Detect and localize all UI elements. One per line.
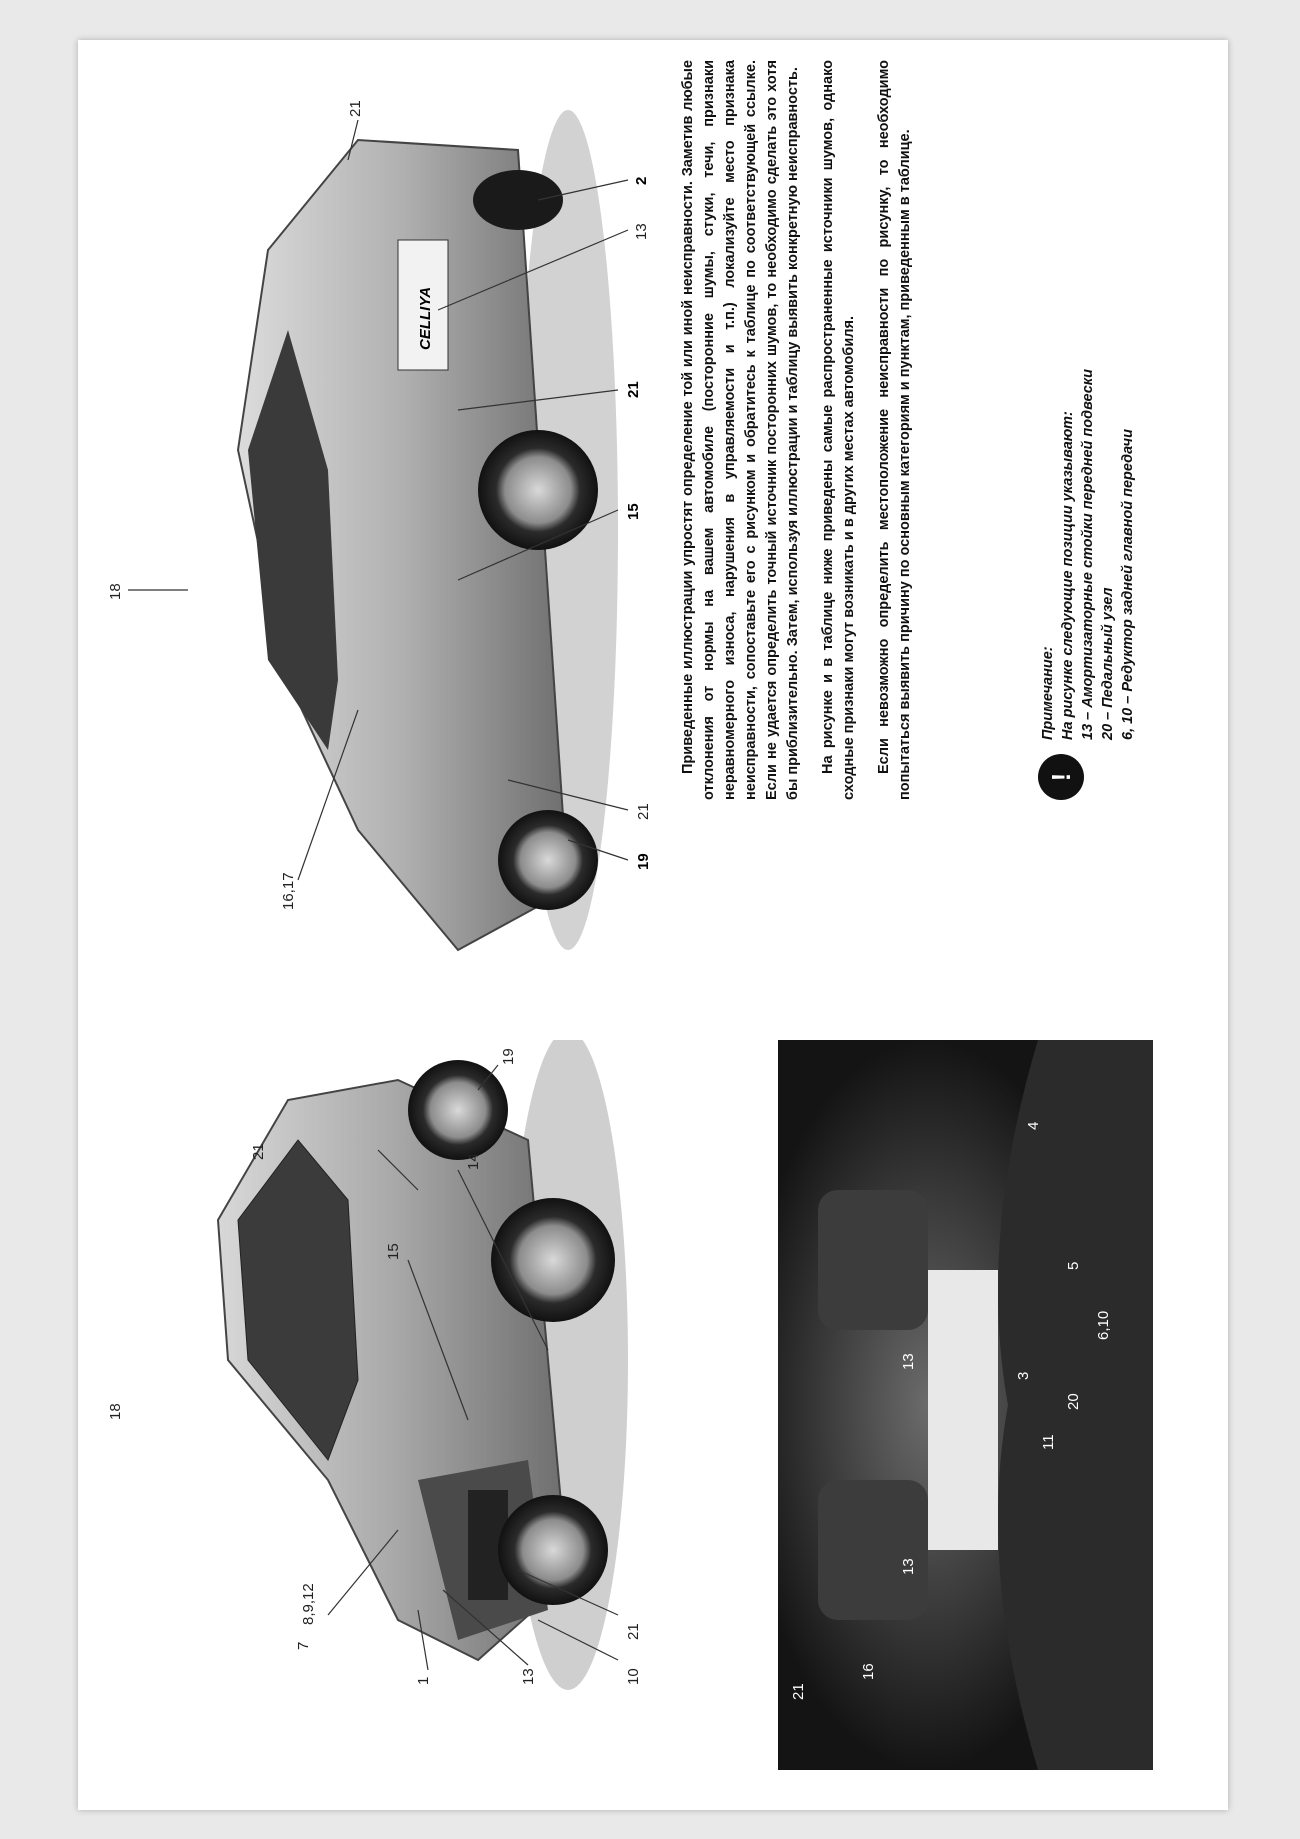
rotated-content bbox=[78, 40, 1228, 1810]
interior-callout-6-10: 6,10 bbox=[1095, 1310, 1112, 1340]
front-callout-13: 13 bbox=[520, 1668, 537, 1685]
rear-callout-21-rear: 21 bbox=[347, 100, 364, 117]
lightbulb-icon: ! bbox=[1038, 754, 1084, 800]
rear-callout-21-mid: 21 bbox=[625, 381, 642, 398]
rear-callout-19: 19 bbox=[635, 853, 652, 870]
interior-callout-13-left: 13 bbox=[900, 1558, 917, 1575]
front-callout-21: 21 bbox=[625, 1623, 642, 1640]
interior-callout-11: 11 bbox=[1040, 1434, 1057, 1450]
rear-callout-13: 13 bbox=[633, 223, 650, 240]
interior-photo bbox=[778, 1040, 1153, 1770]
manual-page bbox=[78, 40, 1228, 1810]
front-callout-1: 1 bbox=[415, 1676, 432, 1685]
rear-badge-celliya: CELLIYA bbox=[417, 286, 434, 350]
note-intro: На рисунке следующие позиции указывают: bbox=[1060, 411, 1076, 740]
front-callout-14: 14 bbox=[465, 1153, 482, 1170]
interior-callout-5: 5 bbox=[1065, 1261, 1082, 1270]
note-item: 6, 10 – Редуктор задней главной передачи bbox=[1120, 429, 1136, 740]
description-text bbox=[678, 60, 930, 800]
front-callout-21-top: 21 bbox=[250, 1143, 267, 1160]
rear-callout-15: 15 bbox=[625, 503, 642, 520]
front-callout-8-9-12: 8,9,12 bbox=[300, 1583, 317, 1625]
front-callout-19: 19 bbox=[500, 1048, 517, 1065]
note-text bbox=[1038, 369, 1138, 740]
paragraph-2: На рисунке и в таблице ниже приведены самые распространенные источники шумов, однако сходные признаки могут возникать и в других местах автомобиля. bbox=[820, 60, 857, 800]
note-item: 13 – Амортизаторные стойки передней подвески bbox=[1080, 368, 1096, 740]
front-wheel-left bbox=[498, 1495, 608, 1605]
note-block bbox=[1038, 60, 1138, 800]
rear-callout-16-17: 16,17 bbox=[280, 872, 297, 910]
interior-callout-20: 20 bbox=[1065, 1393, 1082, 1410]
front-callout-18: 18 bbox=[107, 1403, 124, 1420]
front-car-illustration bbox=[98, 1040, 658, 1780]
rear-callout-21-front: 21 bbox=[635, 803, 652, 820]
interior-callout-21: 21 bbox=[790, 1683, 807, 1700]
rear-wheel-rear bbox=[478, 430, 598, 550]
interior-callout-13-right: 13 bbox=[900, 1353, 917, 1370]
paragraph-1: Приведенные иллюстрации упростят определение той или иной неисправности. Заметив любые отклонения от нормы на вашем автомобиле (посторонние шумы, стуки, течи, признаки неравномерного износа, нарушения в управляемости и т.п.) локализуйте место признака неисправности, сопоставьте его с рисунком и обратитесь к таблице по соответствующей ссылке. Если не удается определить точный источник посторонних шумов, то необходимо сделать это хотя бы приблизительно. Затем, используя иллюстрации и таблицу выявить конкретную неисправность. bbox=[680, 60, 801, 800]
rear-callout-18: 18 bbox=[107, 583, 124, 600]
front-callout-10: 10 bbox=[625, 1668, 642, 1685]
interior-callout-16: 16 bbox=[860, 1663, 877, 1680]
interior-callout-3: 3 bbox=[1015, 1371, 1032, 1380]
note-heading: Примечание: bbox=[1040, 646, 1056, 740]
note-item: 20 – Педальный узел bbox=[1100, 587, 1116, 740]
rear-car-illustration bbox=[98, 90, 658, 1010]
front-callout-15: 15 bbox=[385, 1243, 402, 1260]
rear-callout-2: 2 bbox=[633, 176, 650, 185]
paragraph-3: Если невозможно определить местоположение неисправности по рисунку, то необходимо попытаться выявить причину по основным категориям и пунктам, приведенным в таблице. bbox=[876, 60, 913, 800]
interior-callout-4: 4 bbox=[1025, 1121, 1042, 1130]
front-callout-7: 7 bbox=[295, 1641, 312, 1650]
rear-wheel-front bbox=[498, 810, 598, 910]
front-wheel-right bbox=[491, 1198, 615, 1322]
